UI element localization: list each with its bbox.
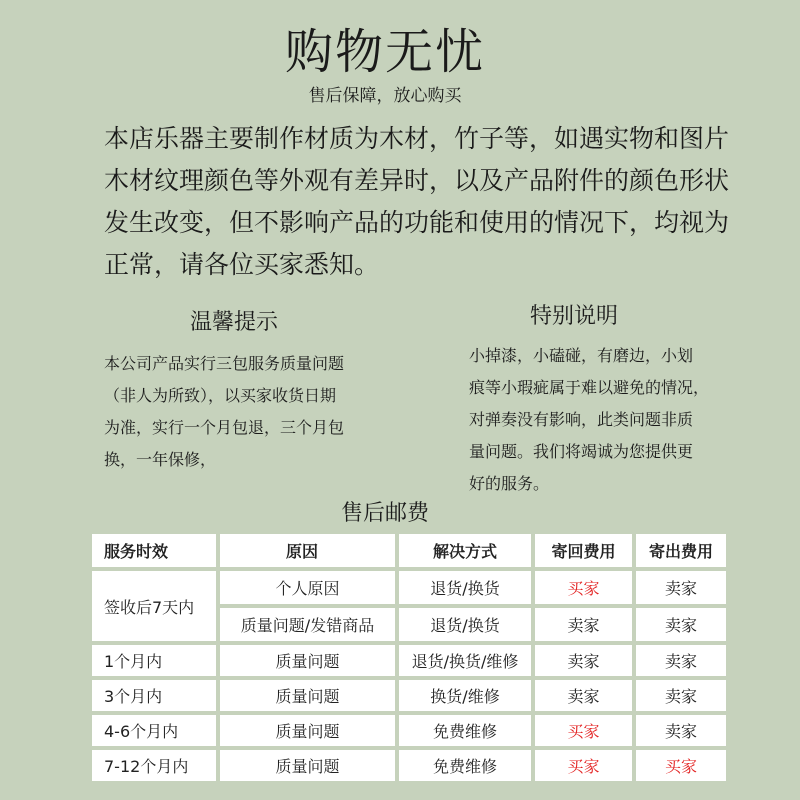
return-fee-cell: 买家 [535, 715, 632, 746]
solution-cell: 免费维修 [399, 715, 531, 746]
reason-cell: 质量问题 [220, 750, 395, 781]
period-cell: 签收后7天内 [92, 571, 216, 641]
header-solution: 解决方式 [399, 534, 531, 567]
reason-cell: 质量问题/发错商品 [220, 608, 395, 641]
tips-heading: 温馨提示 [190, 310, 279, 335]
tips-line: 为准，实行一个月包退，三个月包 [104, 418, 345, 437]
table-title: 售后邮费 [340, 501, 429, 526]
return-fee-cell: 卖家 [535, 680, 632, 711]
notice-line: 小掉漆，小磕碰，有磨边，小划 [469, 346, 694, 365]
ship-fee-cell: 卖家 [636, 571, 726, 604]
reason-cell: 质量问题 [220, 715, 395, 746]
period-cell: 7-12个月内 [92, 750, 216, 781]
tips-line: （非人为所致），以买家收货日期 [104, 386, 337, 405]
header-return-fee: 寄回费用 [535, 534, 632, 567]
solution-cell: 退货/换货 [399, 608, 531, 641]
solution-cell: 退货/换货 [399, 571, 531, 604]
solution-cell: 退货/换货/维修 [399, 645, 531, 676]
ship-fee-cell: 卖家 [636, 645, 726, 676]
intro-line: 正常，请各位买家悉知。 [104, 250, 380, 279]
period-cell: 4-6个月内 [92, 715, 216, 746]
reason-cell: 质量问题 [220, 645, 395, 676]
notice-heading: 特别说明 [530, 304, 619, 329]
ship-fee-cell: 卖家 [636, 715, 726, 746]
header-ship-fee: 寄出费用 [636, 534, 726, 567]
header-reason: 原因 [220, 534, 395, 567]
ship-fee-cell: 卖家 [636, 680, 726, 711]
notice-text [469, 340, 769, 500]
notice-line: 量问题。我们将竭诚为您提供更 [469, 442, 694, 461]
notice-line: 对弹奏没有影响，此类问题非质 [469, 410, 694, 429]
return-fee-cell: 卖家 [535, 645, 632, 676]
header-period: 服务时效 [92, 534, 216, 567]
notice-line: 好的服务。 [469, 474, 550, 493]
period-cell: 3个月内 [92, 680, 216, 711]
tips-text [104, 348, 404, 476]
return-fee-cell: 卖家 [535, 608, 632, 641]
page-title: 购物无忧 [284, 24, 485, 80]
ship-fee-cell: 买家 [636, 750, 726, 781]
return-fee-cell: 买家 [535, 571, 632, 604]
return-fee-cell: 买家 [535, 750, 632, 781]
tips-line: 换，一年保修， [104, 450, 217, 469]
notice-line: 痕等小瑕疵属于难以避免的情况， [469, 378, 710, 397]
intro-line: 本店乐器主要制作材质为木材，竹子等，如遇实物和图片 [104, 124, 730, 153]
solution-cell: 换货/维修 [399, 680, 531, 711]
reason-cell: 质量问题 [220, 680, 395, 711]
ship-fee-cell: 卖家 [636, 608, 726, 641]
period-cell: 1个月内 [92, 645, 216, 676]
intro-paragraph [104, 118, 764, 286]
reason-cell: 个人原因 [220, 571, 395, 604]
intro-line: 木材纹理颜色等外观有差异时，以及产品附件的颜色形状 [104, 166, 730, 195]
tips-line: 本公司产品实行三包服务质量问题 [104, 354, 345, 373]
intro-line: 发生改变，但不影响产品的功能和使用的情况下，均视为 [104, 208, 730, 237]
solution-cell: 免费维修 [399, 750, 531, 781]
page-subtitle: 售后保障，放心购买 [308, 86, 462, 106]
